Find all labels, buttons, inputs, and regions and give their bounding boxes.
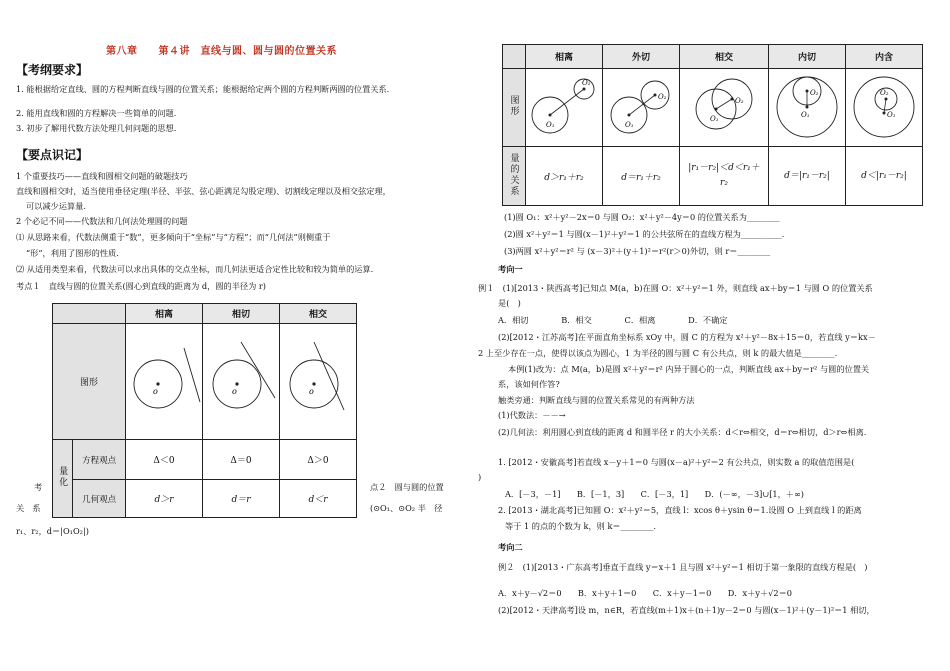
table-cell: |r₁－r₂|＜d＜r₁＋r₂ [680, 147, 769, 206]
text-line: ⑴ 从思路来看，代数法侧重于“数”，更多倾向于“坐标”与“方程”；而“几何法”则侧重于 [16, 232, 331, 242]
table-cell: Δ＜0 [126, 440, 203, 480]
text-fragment: r₁、r₂，d＝|O₁O₂|) [16, 526, 89, 536]
line-circle-tangent-diagram [203, 340, 279, 420]
figure-external-tangent [603, 69, 680, 147]
svg-text:o: o [153, 387, 158, 396]
figure-separate [526, 69, 603, 147]
table-cell: d＝r [203, 480, 280, 518]
example-line: 2 上至少存在一点，使得以该点为圆心，1 为半径的圆与圆 C 有公共点，则 k 的最大值是________. [478, 348, 838, 358]
keypoint-2-heading: 点２ 圆与圆的位置 [370, 482, 444, 492]
svg-text:o: o [232, 387, 237, 396]
text-line: 1 个重要技巧——直线和圆相交问题的破题技巧 [16, 171, 188, 181]
row-label: 方程观点 [73, 440, 126, 480]
row-label: 几何观点 [73, 480, 126, 518]
svg-text:O₂: O₂ [810, 89, 819, 97]
figure-intersect [280, 324, 357, 440]
row-label: 图形 [53, 324, 126, 440]
svg-text:O₁: O₁ [546, 121, 555, 129]
example-line: (2)[2012・江苏高考]在平面直角坐标系 xOy 中，圆 C 的方程为 x²＋y²－8x＋15＝0，若直线 y＝kx－ [498, 332, 876, 342]
svg-text:O₁: O₁ [710, 115, 719, 123]
row-label: 图形 [503, 69, 526, 147]
line-circle-table [52, 303, 357, 518]
figure-separate [126, 324, 203, 440]
table-cell: d＜r [280, 480, 357, 518]
section-header-keypoints [16, 146, 88, 163]
table-header: 外切 [603, 45, 680, 69]
circles-intersect-diagram [686, 69, 762, 143]
text-line: 可以减少运算量. [26, 201, 86, 211]
bracket-right-icon: 】 [76, 148, 89, 162]
section-title: 考纲要求 [28, 63, 77, 77]
table-cell: d＜|r₁－r₂| [846, 147, 923, 206]
circle-circle-table [502, 44, 923, 206]
figure-tangent [203, 324, 280, 440]
circles-separate-diagram [526, 69, 602, 143]
svg-text:O₁: O₁ [801, 111, 810, 119]
example-line: (2)[2012・天津高考]设 m，n∈R，若直线(m＋1)x＋(n＋1)y－2＝0 与圆(x－1)²＋(y－1)²＝1 相切， [498, 605, 875, 615]
figure-internal-tangent [769, 69, 846, 147]
figure-contained [846, 69, 923, 147]
table-cell: Δ＞0 [280, 440, 357, 480]
table-header: 内切 [769, 45, 846, 69]
bracket-left-icon: 【 [16, 63, 29, 77]
table-header: 相离 [126, 304, 203, 324]
example-line: 是( ) [498, 298, 521, 308]
section-title: 要点识记 [28, 148, 77, 162]
bracket-right-icon: 】 [76, 63, 89, 77]
table-cell: d＞r [126, 480, 203, 518]
table-header: 相切 [203, 304, 280, 324]
svg-text:O₂: O₂ [880, 89, 889, 97]
table-cell: Δ＝0 [203, 440, 280, 480]
example-line: 系，该如何作答? [498, 379, 560, 389]
circles-external-tangent-diagram [603, 69, 679, 143]
line-circle-separate-diagram [126, 340, 202, 420]
circles-contained-diagram [846, 69, 922, 143]
example-options: A．相切 B．相交 C．相离 D．不确定 [498, 315, 728, 325]
section-header-requirements [16, 61, 88, 78]
circles-internal-tangent-diagram [769, 69, 845, 143]
example-options: A．x＋y－√2＝0 B．x＋y＋1＝0 C．x＋y－1＝0 D．x＋y＋√2＝0 [498, 588, 792, 598]
figure-intersect [680, 69, 769, 147]
chapter-title: 第八章 第４讲 直线与圆、圆与圆的位置关系 [106, 46, 337, 57]
example-line: 例１ (1)[2013・陕西高考]已知点 M(a，b)在圆 O：x²＋y²＝1 外，则直线 ax＋by＝1 与圆 O 的位置关系 [478, 283, 873, 293]
exercise-line: 2. [2013・湖北高考]已知圆 O：x²＋y²＝5，直线 l：xcos θ＋ysin θ＝1.设圆 O 上到直线 l 的距离 [498, 505, 862, 515]
requirement-2: 2. 能用直线和圆的方程解决一些简单的问题. [16, 108, 177, 118]
text-line: 直线和圆相交时，适当使用垂径定理(半径、半弦、弦心距满足勾股定理)、切割线定理以及相交弦定理， [16, 186, 391, 196]
exercise-line: 1. [2012・安徽高考]若直线 x－y＋1＝0 与圆(x－a)²＋y²＝2 有公共点，则实数 a 的取值范围是( [498, 457, 863, 467]
question-line: (2)圆 x²＋y²＝1 与圆(x－1)²＋y²＝1 的公共弦所在的直线方程为__________. [504, 229, 785, 239]
example-line: 本例(1)改为：点 M(a，b)是圆 x²＋y²＝r² 内异于圆心的一点，判断直线 ax＋by＝r² 与圆的位置关 [508, 364, 870, 374]
svg-text:o: o [309, 387, 314, 396]
example-line: 触类旁通：判断直线与圆的位置关系常见的有两种方法 [498, 395, 695, 405]
table-cell: d＞r₁＋r₂ [526, 147, 603, 206]
text-fragment: (⊙O₁、⊙O₂ 半 径 [370, 503, 443, 513]
requirement-1: 1. 能根据给定直线、圆的方程判断直线与圆的位置关系；能根据给定两个圆的方程判断两圆的位置关系. [16, 84, 390, 94]
table-cell: d＝|r₁－r₂| [769, 147, 846, 206]
table-header: 相离 [526, 45, 603, 69]
table-header: 内含 [846, 45, 923, 69]
svg-text:O₁: O₁ [887, 111, 896, 119]
svg-text:O₂: O₂ [582, 79, 591, 87]
text-line: “形”，利用了图形的性质. [26, 248, 119, 258]
table-header: 相交 [680, 45, 769, 69]
example-line: (2)几何法：利用圆心到直线的距离 d 和圆半径 r 的大小关系：d＜r⇔相交，d＝r⇔相切，d＞r⇔相离. [498, 427, 867, 437]
question-line: (3)两圆 x²＋y²＝r² 与 (x－3)²＋(y＋1)²＝r²(r＞0)外切，则 r＝________ [504, 246, 771, 256]
table-header: 相交 [280, 304, 357, 324]
example-line: (1)代数法：－－→ [498, 410, 566, 420]
requirement-3: 3. 初步了解用代数方法处理几何问题的思想. [16, 123, 177, 133]
exercise-line: 等于 1 的点的个数为 k，则 k＝________. [505, 521, 656, 531]
text-line: 2 个必记不同——代数法和几何法处理圆的问题 [16, 216, 188, 226]
exercise-options: A．[－3，－1] B．[－1，3] C．[－3，1] D．(－∞，－3]∪[1，＋∞) [505, 489, 805, 499]
example-line: 例２ (1)[2013・广东高考]垂直于直线 y＝x＋1 且与圆 x²＋y²＝1 相切于第一象限的直线方程是( ) [498, 562, 868, 572]
svg-text:O₂: O₂ [658, 93, 667, 101]
keypoint-1-heading: 考点１ 直线与圆的位置关系(圆心到直线的距离为 d，圆的半径为 r) [16, 281, 266, 291]
table-cell: d＝r₁＋r₂ [603, 147, 680, 206]
svg-text:O₁: O₁ [625, 121, 634, 129]
text-fragment: 考 [34, 482, 43, 492]
direction-heading: 考向一 [498, 264, 523, 274]
row-label-quant: 量化 [53, 440, 73, 518]
question-line: (1)圆 O₁：x²＋y²－2x＝0 与圆 O₂：x²＋y²－4y＝0 的位置关系为________ [504, 212, 780, 222]
exercise-line: ) [478, 472, 482, 482]
text-fragment: 关 系 [16, 503, 41, 513]
text-line: ⑵ 从适用类型来看，代数法可以求出具体的交点坐标，而几何法更适合定性比较和较为简单的运算. [16, 264, 374, 274]
bracket-left-icon: 【 [16, 148, 29, 162]
line-circle-intersect-diagram [280, 340, 356, 420]
svg-text:O₂: O₂ [735, 97, 744, 105]
row-label: 量的关系 [503, 147, 526, 206]
direction-heading: 考向二 [498, 542, 523, 552]
